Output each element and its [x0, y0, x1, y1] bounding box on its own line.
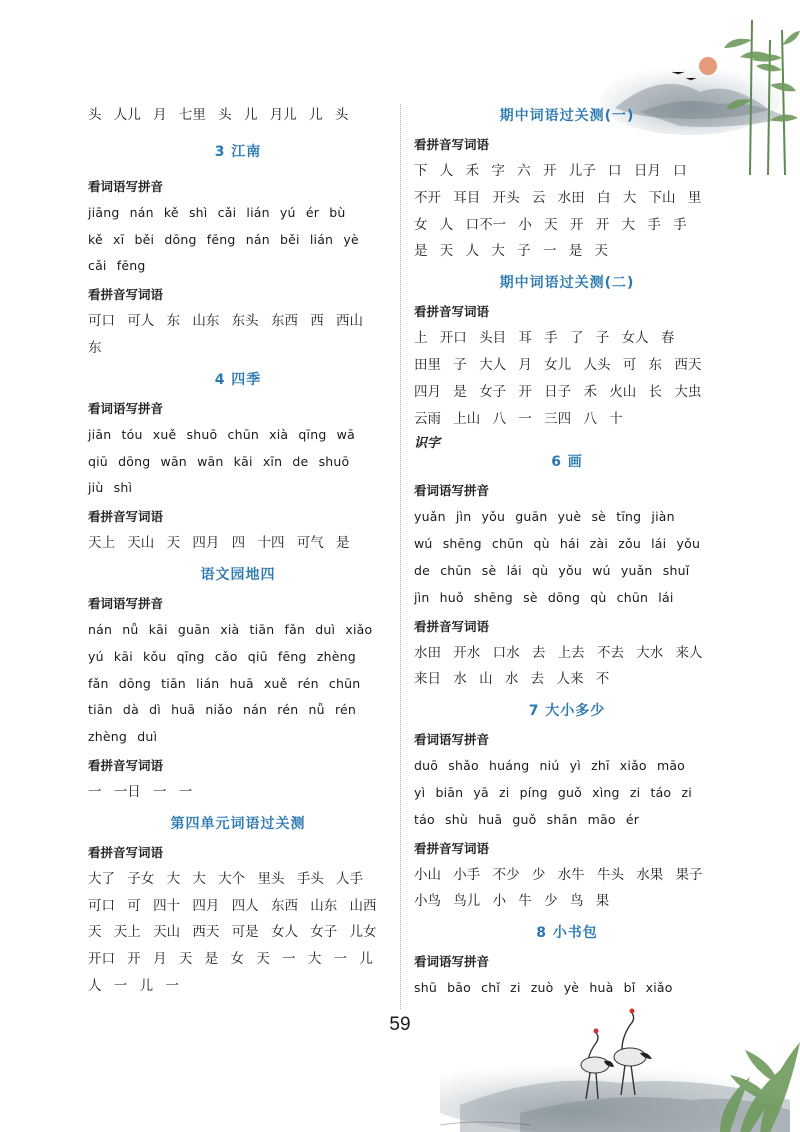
pinyin-line: fǎn dōng tiān lián huā xuě rén chūn — [88, 675, 361, 691]
lesson-3-title: 3 江南 — [214, 143, 262, 160]
shizi-heading: 识字 — [414, 436, 441, 452]
midterm-2-subheading-words: 看拼音写词语 — [414, 304, 490, 320]
pinyin-line: jiù shì — [88, 480, 133, 496]
pinyin-line: shū bāo chǐ zi zuò yè huà bǐ xiǎo — [414, 980, 673, 996]
pinyin-line: tiān dà dì huā niǎo nán rén nǚ rén — [88, 702, 357, 718]
words-line: 是 天 人 大 子 一 是 天 — [414, 243, 609, 260]
lesson-3-subheading-pinyin: 看词语写拼音 — [88, 178, 164, 194]
words-line: 小鸟 鸟儿 小 牛 少 鸟 果 — [414, 893, 610, 910]
lesson-3-section — [88, 138, 388, 362]
lesson-8-title: 8 小书包 — [536, 925, 598, 942]
top-answer-line: 头 人儿 月 七里 头 儿 月儿 儿 头 — [88, 107, 349, 123]
lesson-6-subheading-words: 看拼音写词语 — [414, 618, 490, 634]
midterm-1-title: 期中词语过关测(一) — [499, 108, 635, 124]
words-line: 大了 子女 大 大 大个 里头 手头 人手 — [88, 870, 364, 887]
yuwen-yuandi-title: 语文园地四 — [200, 566, 276, 583]
page-number: 59 — [389, 1014, 411, 1035]
midterm-2-section — [414, 269, 720, 432]
words-line: 来日 水 山 水 去 人来 不 — [414, 671, 610, 688]
lesson-8-section — [414, 919, 720, 1002]
words-line: 可口 可 四十 四月 四人 东西 山东 山西 — [88, 897, 377, 914]
pinyin-line: kě xī běi dōng fēng nán běi lián yè — [88, 231, 359, 247]
words-line: 小山 小手 不少 少 水牛 牛头 水果 果子 — [414, 866, 703, 883]
midterm-1-subheading-words: 看拼音写词语 — [414, 137, 490, 152]
pinyin-line: nán nǚ kāi guān xià tiān fǎn duì xiǎo — [88, 621, 373, 637]
right-column — [414, 96, 720, 1002]
pinyin-line: táo shù huā guǒ shān māo ér — [414, 811, 640, 827]
lesson-4-title: 4 四季 — [214, 371, 262, 388]
yuwen-yuandi-subheading-words: 看拼音写词语 — [88, 757, 164, 773]
midterm-2-title: 期中词语过关测(二) — [499, 275, 635, 292]
pinyin-line: yú kāi kǒu qīng cǎo qiū fēng zhèng — [88, 648, 356, 664]
words-line: 水田 开水 口水 去 上去 不去 大水 来人 — [414, 644, 703, 661]
ink-cranes-bottom-decoration — [440, 985, 800, 1132]
lesson-4-subheading-pinyin: 看词语写拼音 — [88, 400, 164, 416]
words-line: 东 — [88, 339, 102, 356]
lesson-7-subheading-pinyin: 看词语写拼音 — [414, 732, 490, 748]
lesson-6-subheading-pinyin: 看词语写拼音 — [414, 483, 490, 499]
lesson-3-subheading-words: 看拼音写词语 — [88, 287, 164, 303]
words-line: 天上 天山 天 四月 四 十四 可气 是 — [88, 535, 350, 552]
words-line: 下 人 禾 字 六 开 儿子 口 日月 口 — [414, 163, 687, 179]
words-line: 女 人 口不一 小 天 开 开 大 手 手 — [414, 216, 687, 233]
midterm-1-section — [414, 102, 720, 265]
lesson-4-section — [88, 366, 388, 557]
pinyin-line: qiū dōng wān wān kāi xīn de shuō — [88, 453, 350, 469]
unit-4-subheading-words: 看拼音写词语 — [88, 844, 164, 860]
lesson-7-section — [414, 697, 720, 915]
lesson-8-subheading-pinyin: 看词语写拼音 — [414, 954, 490, 970]
pinyin-line: cǎi fēng — [88, 258, 146, 274]
yuwen-yuandi-subheading-pinyin: 看词语写拼音 — [88, 595, 164, 611]
words-line: 上 开口 头目 耳 手 了 子 女人 春 — [414, 330, 675, 347]
lesson-7-subheading-words: 看拼音写词语 — [414, 840, 490, 856]
words-line: 田里 子 大人 月 女儿 人头 可 东 西天 — [414, 356, 702, 373]
words-line: 天 天上 天山 西天 可是 女人 女子 儿女 — [88, 924, 377, 941]
words-line: 人 一 儿 一 — [88, 977, 179, 994]
pinyin-line: de chūn sè lái qù yǒu wú yuǎn shuǐ — [414, 562, 690, 578]
pinyin-line: zhèng duì — [88, 729, 158, 745]
pinyin-line: jiān tóu xuě shuō chūn xià qīng wā — [88, 426, 355, 442]
lesson-7-title: 7 大小多少 — [528, 703, 606, 720]
pinyin-line: jiāng nán kě shì cǎi lián yú ér bù — [88, 204, 346, 220]
words-line: 四月 是 女子 开 日子 禾 火山 长 大虫 — [414, 383, 702, 400]
words-line: 不开 耳目 开头 云 水田 白 大 下山 里 — [414, 189, 702, 206]
lesson-6-title: 6 画 — [551, 454, 583, 471]
pinyin-line: yì biān yā zi píng guǒ xìng zi táo zi — [414, 784, 692, 800]
pinyin-line: jìn huǒ shēng sè dōng qù chūn lái — [414, 589, 674, 605]
lesson-6-section — [414, 448, 720, 693]
lesson-4-subheading-words: 看拼音写词语 — [88, 509, 164, 525]
column-divider — [400, 104, 401, 1009]
unit-4-test-section — [88, 810, 388, 1000]
pinyin-line: duō shǎo huáng niú yì zhī xiǎo māo — [414, 758, 686, 774]
words-line: 可口 可人 东 山东 东头 东西 西 西山 — [88, 313, 364, 330]
words-line: 开口 开 月 天 是 女 天 一 大 一 儿 — [88, 951, 373, 968]
yuwen-yuandi-section — [88, 561, 388, 806]
pinyin-line: wú shēng chūn qù hái zài zǒu lái yǒu — [414, 536, 701, 552]
left-column — [88, 96, 388, 1000]
words-line: 云雨 上山 八 一 三四 八 十 — [414, 410, 623, 427]
words-line: 一 一日 一 一 — [88, 783, 193, 800]
unit-4-test-title: 第四单元词语过关测 — [170, 815, 306, 832]
pinyin-line: yuǎn jìn yǒu guān yuè sè tīng jiàn — [414, 509, 675, 525]
